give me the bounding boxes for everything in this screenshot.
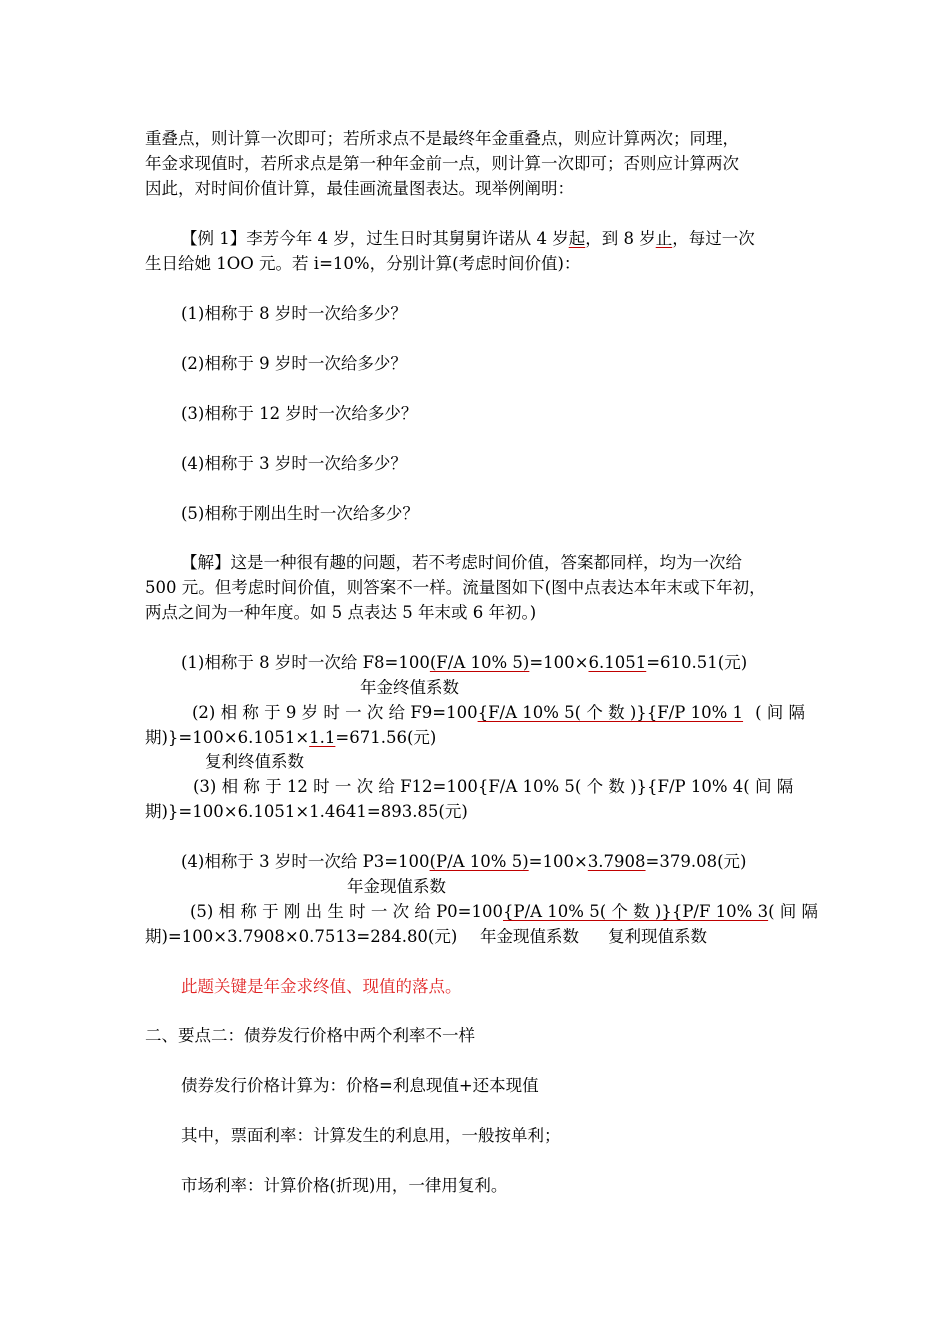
solution-line-3: 两点之间为一种年度。如 5 点表达 5 年末或 6 年初。) [145,603,537,622]
answer-5-line-1: (5) 相 称 于 刚 出 生 时 一 次 给 P0=100{P/A 10% 5( 个 数 )}{P/F 10% 3 ( 间 隔 [190,902,819,921]
intro-line-1: 重叠点，则计算一次即可；若所求点不是最终年金重叠点，则应计算两次；同理， [145,129,739,148]
answer-5-note-compound: 复利现值系数 [608,927,707,946]
section-2-para-1: 债券发行价格计算为：价格=利息现值+还本现值 [181,1076,539,1095]
answer-4: (4)相称于 3 岁时一次给 P3=100(P/A 10% 5)=100×3.7908=379.08(元) [181,852,747,871]
intro-line-3: 因此，对时间价值计算，最佳画流量图表达。现举例阐明： [145,179,574,198]
question-1: (1)相称于 8 岁时一次给多少？ [181,304,407,323]
answer-2-line-1: (2) 相 称 于 9 岁 时 一 次 给 F9=100{F/A 10% 5( 个 数 )}{F/P 10% 1 ( 间 隔 [192,703,805,722]
answer-2-note: 复利终值系数 [205,752,304,771]
intro-line-2: 年金求现值时，若所求点是第一种年金前一点，则计算一次即可；否则应计算两次 [145,154,739,173]
question-5: (5)相称于刚出生时一次给多少？ [181,504,419,523]
answer-3-line-1: (3) 相 称 于 12 时 一 次 给 F12=100{F/A 10% 5( 个 数 )}{F/P 10% 4( 间 隔 [193,777,794,796]
question-3: (3)相称于 12 岁时一次给多少？ [181,404,418,423]
example-line-2: 生日给她 1OO 元。若 i=10%，分别计算(考虑时间价值)： [145,254,581,273]
answer-1-note: 年金终值系数 [360,678,459,697]
section-2-heading: 二、要点二：债券发行价格中两个利率不一样 [145,1026,475,1045]
answer-5-note-annuity: 年金现值系数 [480,927,579,946]
example-line-1: 【例 1】李芳今年 4 岁，过生日时其舅舅许诺从 4 岁起，到 8 岁止，每过一次 [181,229,755,248]
question-2: (2)相称于 9 岁时一次给多少？ [181,354,407,373]
solution-line-2: 500 元。但考虑时间价值，则答案不一样。流量图如下(图中点表达本年末或下年初， [145,578,766,597]
solution-line-1: 【解】这是一种很有趣的问题，若不考虑时间价值，答案都同样，均为一次给 [181,553,742,572]
question-4: (4)相称于 3 岁时一次给多少？ [181,454,407,473]
answer-5-line-2: 期)=100×3.7908×0.7513=284.80(元) [145,927,458,946]
answer-3-line-2: 期)}=100×6.1051×1.4641=893.85(元) [145,802,468,821]
key-point: 此题关键是年金求终值、现值的落点。 [181,977,462,996]
section-2-para-3: 市场利率：计算价格(折现)用，一律用复利。 [181,1176,508,1195]
answer-2-line-2: 期)}=100×6.1051×1.1=671.56(元) [145,728,437,747]
section-2-para-2: 其中，票面利率：计算发生的利息用，一般按单利； [181,1126,561,1145]
answer-1: (1)相称于 8 岁时一次给 F8=100(F/A 10% 5)=100×6.1051=610.51(元) [181,653,748,672]
answer-4-note: 年金现值系数 [347,877,446,896]
